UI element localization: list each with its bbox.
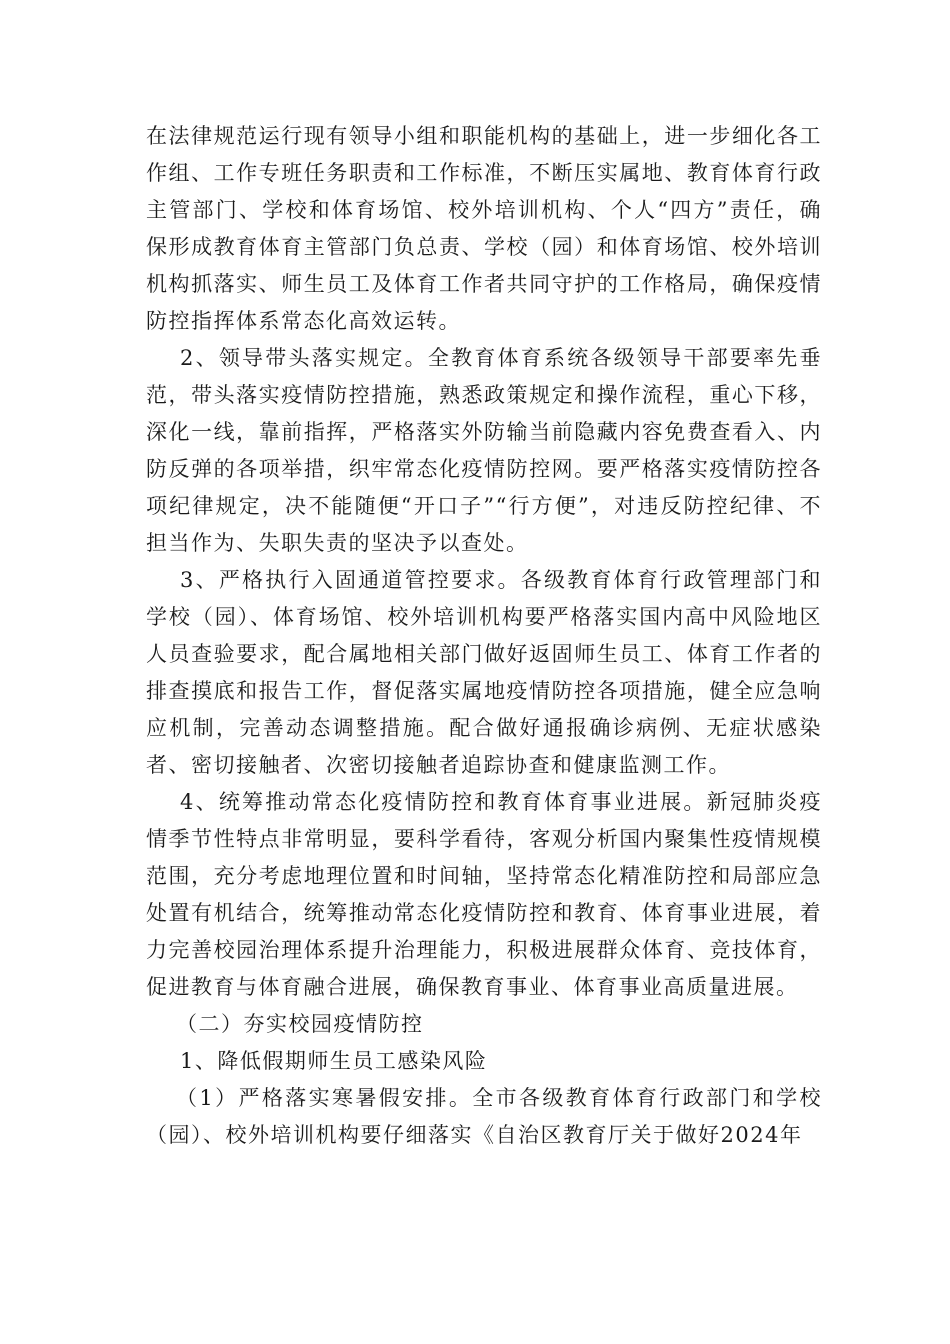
paragraph-leadership: 2、领导带头落实规定。全教育体育系统各级领导干部要率先垂范，带头落实疫情防控措施，熟悉政策规定和操作流程，重心下移，深化一线，靠前指挥，严格落实外防输当前隐藏内容免费查看入、内防反弹的各项举措，织牢常态化疫情防控网。要严格落实疫情防控各项纪律规定，决不能随便“开口子”“行方便”，对违反防控纪律、不担当作为、失职失责的坚决予以查处。: [146, 346, 822, 555]
document-body: [146, 118, 822, 1154]
section-heading: （二）夯实校园疫情防控: [176, 1012, 424, 1036]
paragraph-vacation: （1）严格落实寒暑假安排。全市各级教育体育行政部门和学校（园）、校外培训机构要仔细落实《自治区教育厅关于做好2024年: [146, 1086, 822, 1147]
paragraph-entry-control: 3、严格执行入固通道管控要求。各级教育体育行政管理部门和学校（园）、体育场馆、校外培训机构要严格落实国内高中风险地区人员查验要求，配合属地相关部门做好返固师生员工、体育工作者的排查摸底和报告工作，督促落实属地疫情防控各项措施，健全应急响应机制，完善动态调整措施。配合做好通报确诊病例、无症状感染者、密切接触者、次密切接触者追踪协查和健康监测工作。: [146, 568, 822, 777]
paragraph-coordination: 4、统筹推动常态化疫情防控和教育体育事业进展。新冠肺炎疫情季节性特点非常明显，要科学看待，客观分析国内聚集性疫情规模范围，充分考虑地理位置和时间轴，坚持常态化精准防控和局部应急处置有机结合，统筹推动常态化疫情防控和教育、体育事业进展，着力完善校园治理体系提升治理能力，积极进展群众体育、竞技体育，促进教育与体育融合进展，确保教育事业、体育事业高质量进展。: [146, 790, 822, 999]
subsection-heading: 1、降低假期师生员工感染风险: [180, 1049, 488, 1073]
paragraph-continuation: 在法律规范运行现有领导小组和职能机构的基础上，进一步细化各工作组、工作专班任务职责和工作标准，不断压实属地、教育体育行政主管部门、学校和体育场馆、校外培训机构、个人“四方”责任，确保形成教育体育主管部门负总责、学校（园）和体育场馆、校外培训机构抓落实、师生员工及体育工作者共同守护的工作格局，确保疫情防控指挥体系常态化高效运转。: [146, 124, 822, 333]
